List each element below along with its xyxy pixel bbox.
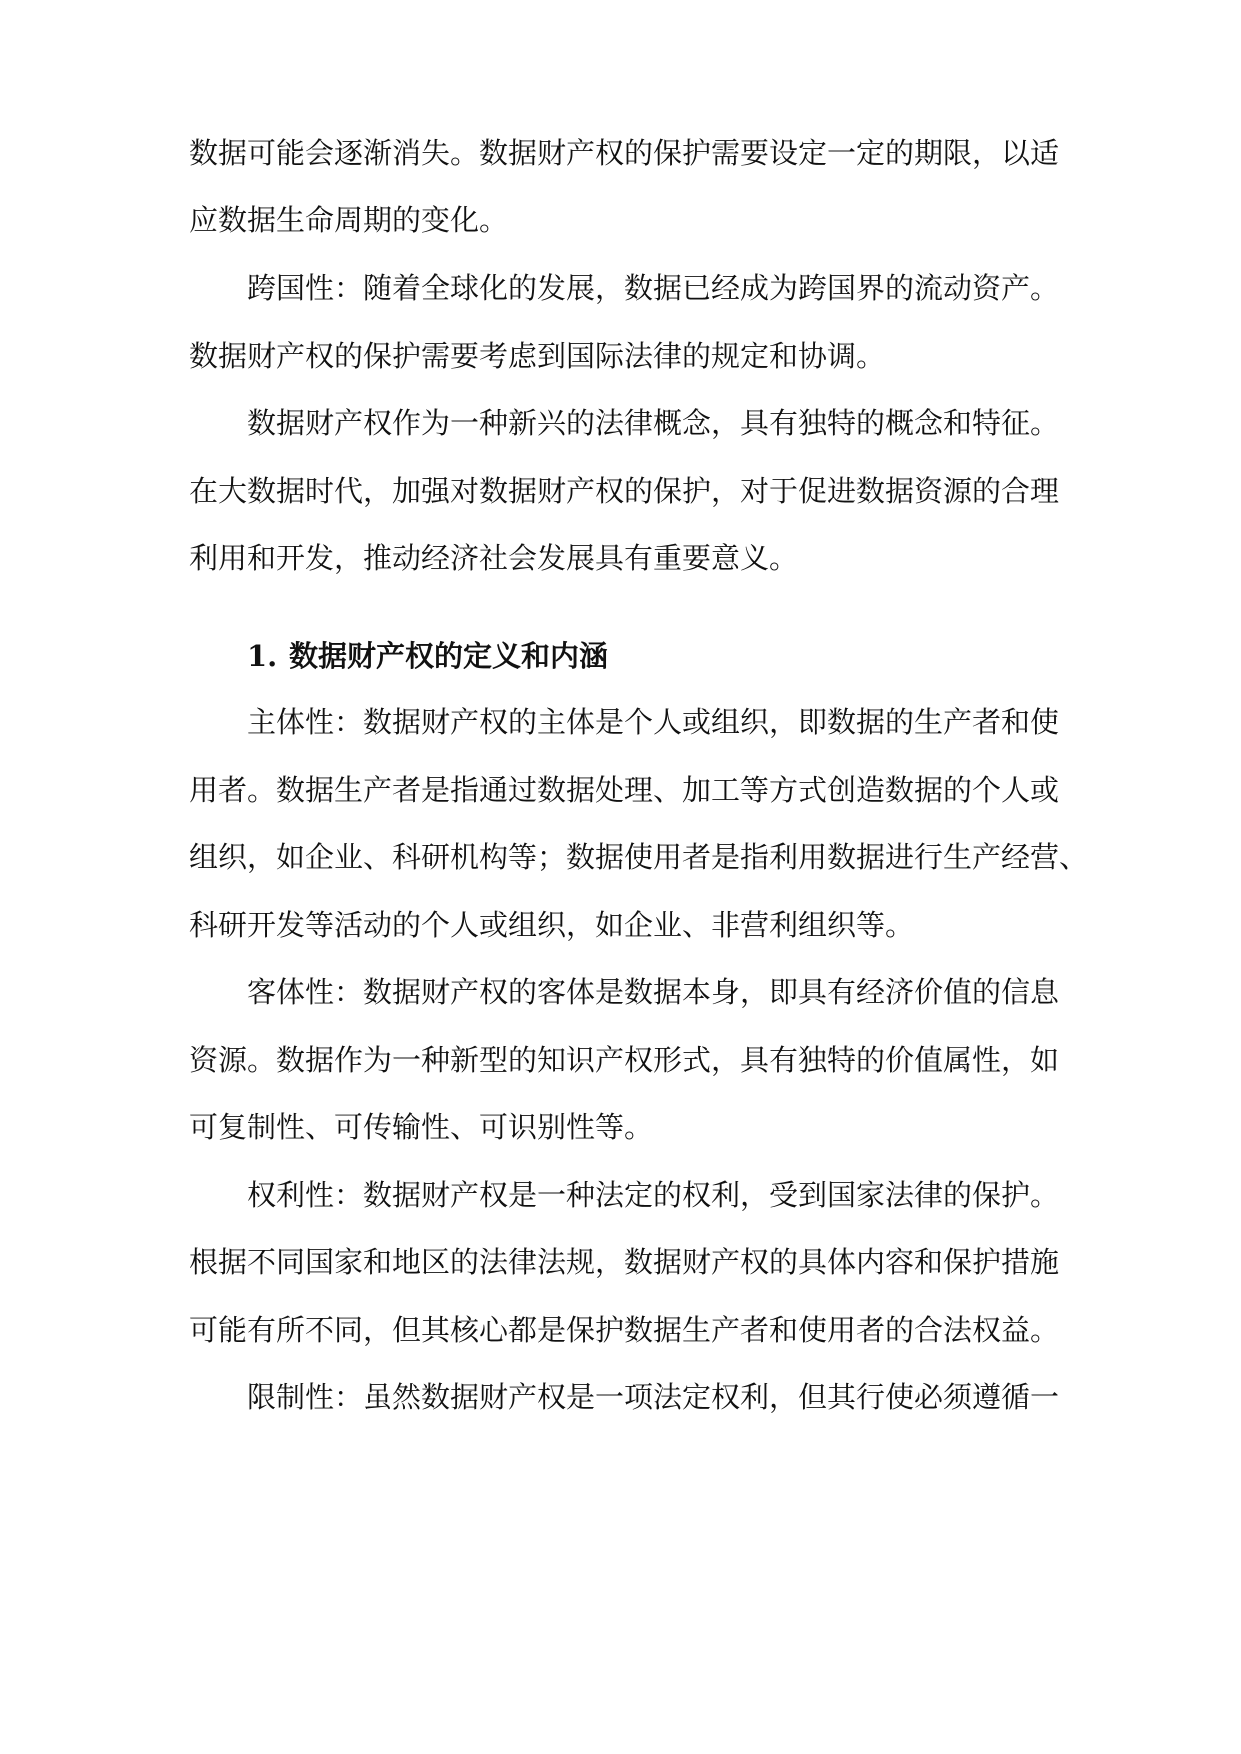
body-text-line: 组织，如企业、科研机构等；数据使用者是指利用数据进行生产经营、 — [189, 840, 1089, 874]
body-text-line: 在大数据时代，加强对数据财产权的保护，对于促进数据资源的合理 — [189, 474, 1060, 508]
body-text-line: 数据财产权作为一种新兴的法律概念，具有独特的概念和特征。 — [247, 406, 1060, 440]
section-heading — [247, 636, 1047, 676]
body-text-line: 利用和开发，推动经济社会发展具有重要意义。 — [189, 541, 799, 575]
body-text-line: 权利性：数据财产权是一种法定的权利，受到国家法律的保护。 — [247, 1178, 1060, 1212]
body-text-line: 应数据生命周期的变化。 — [189, 203, 509, 237]
section-number: 1. — [247, 639, 278, 673]
body-text-line: 科研开发等活动的个人或组织，如企业、非营利组织等。 — [189, 908, 915, 942]
body-text-line: 客体性：数据财产权的客体是数据本身，即具有经济价值的信息 — [247, 975, 1060, 1009]
body-text-line: 可复制性、可传输性、可识别性等。 — [189, 1110, 654, 1144]
body-text-line: 跨国性：随着全球化的发展，数据已经成为跨国界的流动资产。 — [247, 271, 1060, 305]
body-text-line: 数据可能会逐渐消失。数据财产权的保护需要设定一定的期限，以适 — [189, 136, 1060, 170]
body-text-line: 资源。数据作为一种新型的知识产权形式，具有独特的价值属性，如 — [189, 1043, 1060, 1077]
body-text-line: 可能有所不同，但其核心都是保护数据生产者和使用者的合法权益。 — [189, 1313, 1060, 1347]
body-text-line: 用者。数据生产者是指通过数据处理、加工等方式创造数据的个人或 — [189, 773, 1060, 807]
section-title: 数据财产权的定义和内涵 — [289, 639, 609, 673]
body-text-line: 根据不同国家和地区的法律法规，数据财产权的具体内容和保护措施 — [189, 1245, 1060, 1279]
body-text-line: 限制性：虽然数据财产权是一项法定权利，但其行使必须遵循一 — [247, 1380, 1060, 1414]
body-text-line: 数据财产权的保护需要考虑到国际法律的规定和协调。 — [189, 339, 886, 373]
body-text-line: 主体性：数据财产权的主体是个人或组织，即数据的生产者和使 — [247, 705, 1060, 739]
